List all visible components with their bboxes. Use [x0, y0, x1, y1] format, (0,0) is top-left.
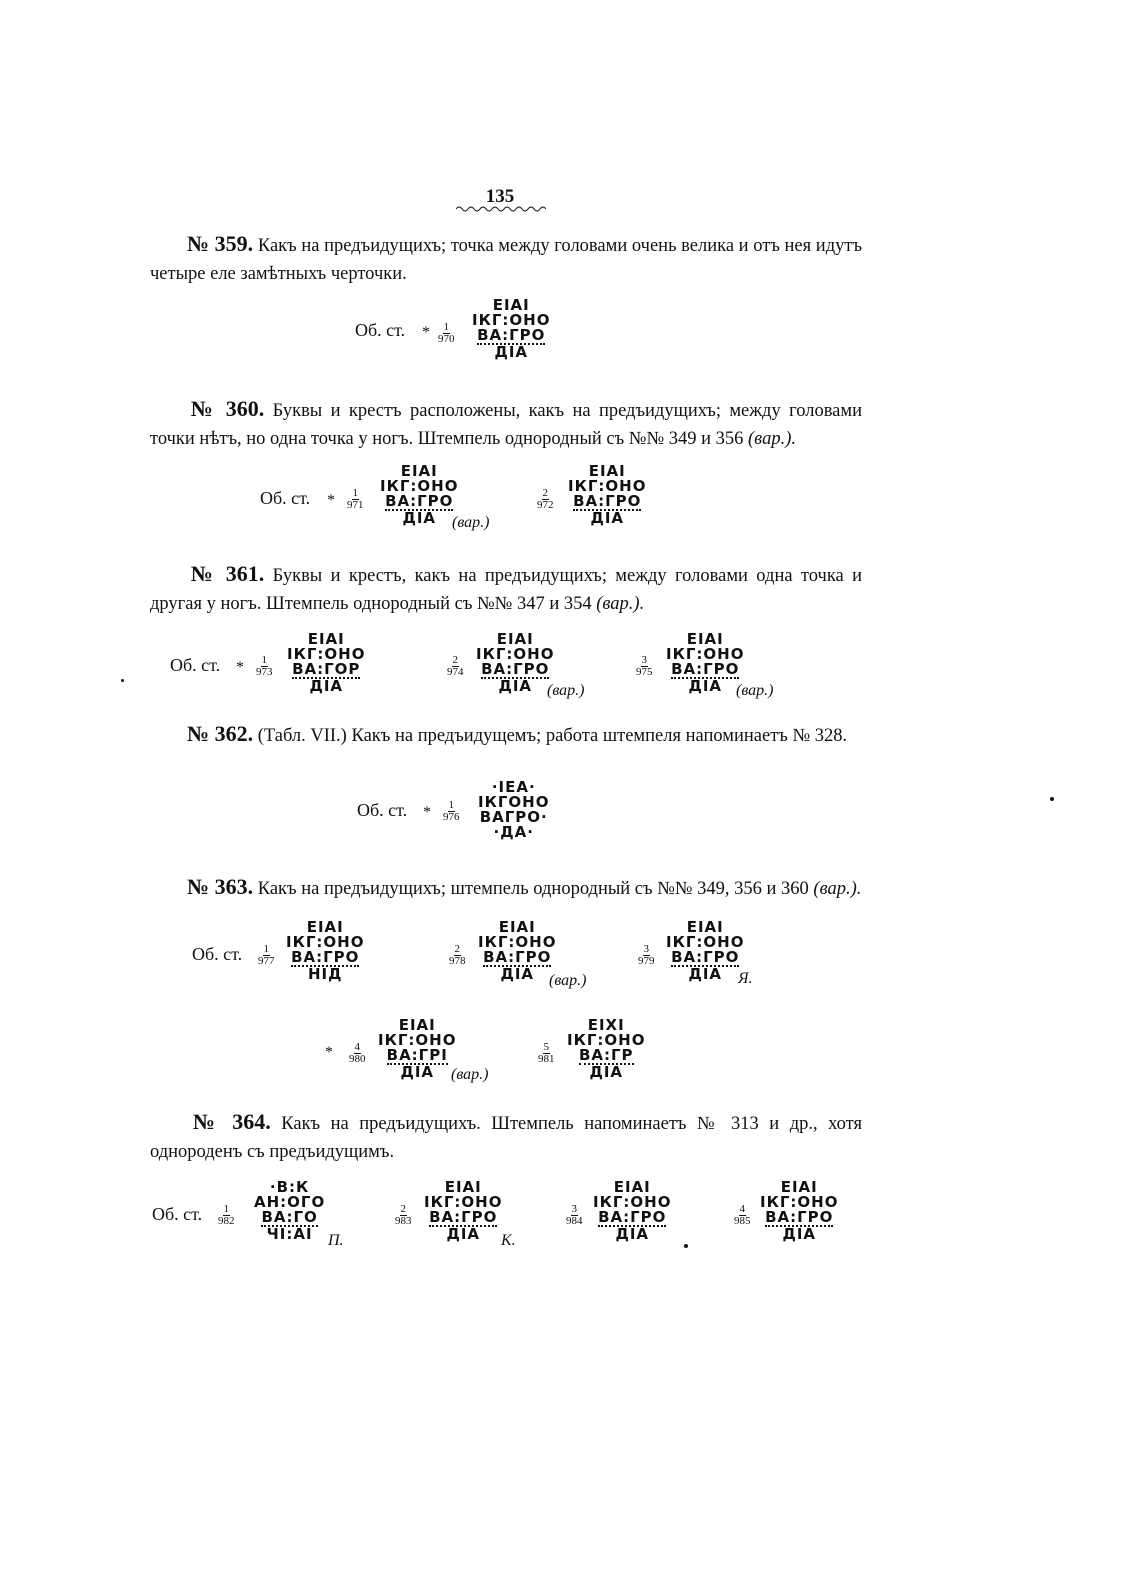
stray-dot: [1050, 797, 1054, 801]
catalog-fraction: $\frac{1}{976}$: [443, 799, 460, 823]
obverse-label: Об. ст.: [192, 944, 243, 964]
provenance-note: Я.: [738, 970, 753, 987]
catalog-fraction: $\frac{2}{972}$: [537, 487, 554, 511]
obverse-label: Об. ст.: [152, 1204, 203, 1224]
seal-inscription-976: ·ІЕА· ІКГОНО ВАГРО· ·ДА·: [478, 778, 550, 841]
star-mark: *: [422, 324, 430, 341]
obverse-label: Об. ст.: [357, 800, 408, 820]
obverse-label: Об. ст.: [355, 320, 406, 340]
star-mark: *: [236, 659, 244, 676]
variant-note: (вар.): [736, 682, 774, 699]
entry-359: [150, 230, 862, 288]
entry-text: Какъ на предъидущихъ. Штемпель напоминаетъ № 313 и др., хотя однороденъ съ предъидущимъ.: [150, 1114, 863, 1162]
entry-text: Какъ на предъидущихъ; точка между головами очень велика и отъ нея идутъ четыре еле замѣтныхъ черточки.: [150, 236, 863, 284]
seal-inscription-982: ·В:К АН:ОГО ВА:ГО ЧІ:АІ: [254, 1178, 326, 1243]
entry-variant: (вар.).: [813, 879, 862, 899]
seal-inscription-984: ЕІАІ ІКГ:ОНО ВА:ГРО ДІА: [593, 1178, 672, 1243]
seal-inscription-985: ЕІАІ ІКГ:ОНО ВА:ГРО ДІА: [760, 1178, 839, 1243]
star-mark: *: [327, 492, 335, 509]
seal-inscription-975: ЕІАІ ІКГ:ОНО ВА:ГРО ДІА: [666, 630, 745, 695]
entry-361: [150, 560, 862, 618]
entry-variant: (вар.).: [596, 594, 645, 614]
seal-inscription-980: ЕІАІ ІКГ:ОНО ВА:ГРІ ДІА: [378, 1016, 457, 1081]
catalog-fraction: $\frac{3}{979}$: [638, 943, 655, 967]
variant-note: (вар.): [549, 972, 587, 989]
variant-note: (вар.): [451, 1066, 489, 1083]
star-mark: *: [325, 1044, 333, 1061]
catalog-fraction: $\frac{2}{974}$: [447, 654, 464, 678]
stray-dot: [121, 679, 124, 682]
variant-note: (вар.): [452, 514, 490, 531]
wavy-rule-icon: [456, 204, 546, 214]
provenance-note: К.: [501, 1232, 516, 1249]
catalog-fraction: $\frac{4}{980}$: [349, 1041, 366, 1065]
seal-inscription-978: ЕІАІ ІКГ:ОНО ВА:ГРО ДІА: [478, 918, 557, 983]
entry-text: Буквы и крестъ расположены, какъ на предъидущихъ; между головами точки нѣтъ, но одна точка у ногъ. Штемпель однородный съ №№ 349 и 356: [150, 401, 862, 449]
entry-number: № 363.: [187, 874, 254, 899]
obverse-label: Об. ст.: [170, 655, 221, 675]
catalog-fraction: $\frac{3}{975}$: [636, 654, 653, 678]
catalog-fraction: $\frac{1}{970}$: [438, 321, 455, 345]
stray-dot: [684, 1244, 688, 1248]
star-mark: *: [423, 804, 431, 821]
seal-inscription-970: ЕІАІ ІКГ:ОНО ВА:ГРО ДІА: [472, 296, 551, 361]
entry-text: Какъ на предъидущихъ; штемпель однородный съ №№ 349, 356 и 360: [257, 879, 809, 899]
catalog-fraction: $\frac{4}{985}$: [734, 1203, 751, 1227]
page-number: 135: [485, 186, 515, 207]
seal-inscription-972: ЕІАІ ІКГ:ОНО ВА:ГРО ДІА: [568, 462, 647, 527]
entry-number: № 361.: [187, 561, 265, 586]
catalog-fraction: $\frac{1}{977}$: [258, 943, 275, 967]
entry-number: № 364.: [187, 1109, 271, 1134]
variant-note: (вар.): [547, 682, 585, 699]
catalog-fraction: $\frac{2}{983}$: [395, 1203, 412, 1227]
entry-number: № 360.: [187, 396, 265, 421]
entry-variant: (вар.).: [748, 429, 796, 449]
seal-inscription-971: ЕІАІ ІКГ:ОНО ВА:ГРО ДІА: [380, 462, 459, 527]
catalog-fraction: $\frac{5}{981}$: [538, 1041, 555, 1065]
catalog-fraction: $\frac{3}{984}$: [566, 1203, 583, 1227]
seal-inscription-981: ЕІХІ ІКГ:ОНО ВА:ГР ДІА: [567, 1016, 646, 1081]
entry-364: [150, 1108, 862, 1166]
provenance-note: П.: [328, 1232, 344, 1249]
seal-inscription-973: ЕІАІ ІКГ:ОНО ВА:ГОР ДІА: [287, 630, 366, 695]
seal-inscription-974: ЕІАІ ІКГ:ОНО ВА:ГРО ДІА: [476, 630, 555, 695]
entry-360: [150, 395, 862, 453]
seal-inscription-983: ЕІАІ ІКГ:ОНО ВА:ГРО ДІА: [424, 1178, 503, 1243]
catalog-fraction: $\frac{1}{982}$: [218, 1203, 235, 1227]
entry-362: [150, 720, 862, 750]
catalog-fraction: $\frac{2}{978}$: [449, 943, 466, 967]
entry-text: (Табл. VII.) Какъ на предъидущемъ; работа штемпеля напоминаетъ № 328.: [257, 726, 848, 746]
seal-inscription-977: ЕІАІ ІКГ:ОНО ВА:ГРО НІД: [286, 918, 365, 983]
entry-number: № 359.: [187, 231, 254, 256]
entry-number: № 362.: [187, 721, 254, 746]
catalog-fraction: $\frac{1}{973}$: [256, 654, 273, 678]
entry-text: Буквы и крестъ, какъ на предъидущихъ; между головами одна точка и другая у ногъ. Штемпель однородный съ №№ 347 и 354: [150, 566, 863, 614]
seal-inscription-979: ЕІАІ ІКГ:ОНО ВА:ГРО ДІА: [666, 918, 745, 983]
catalog-fraction: $\frac{1}{971}$: [347, 487, 364, 511]
entry-363: [150, 873, 862, 903]
obverse-label: Об. ст.: [260, 488, 311, 508]
